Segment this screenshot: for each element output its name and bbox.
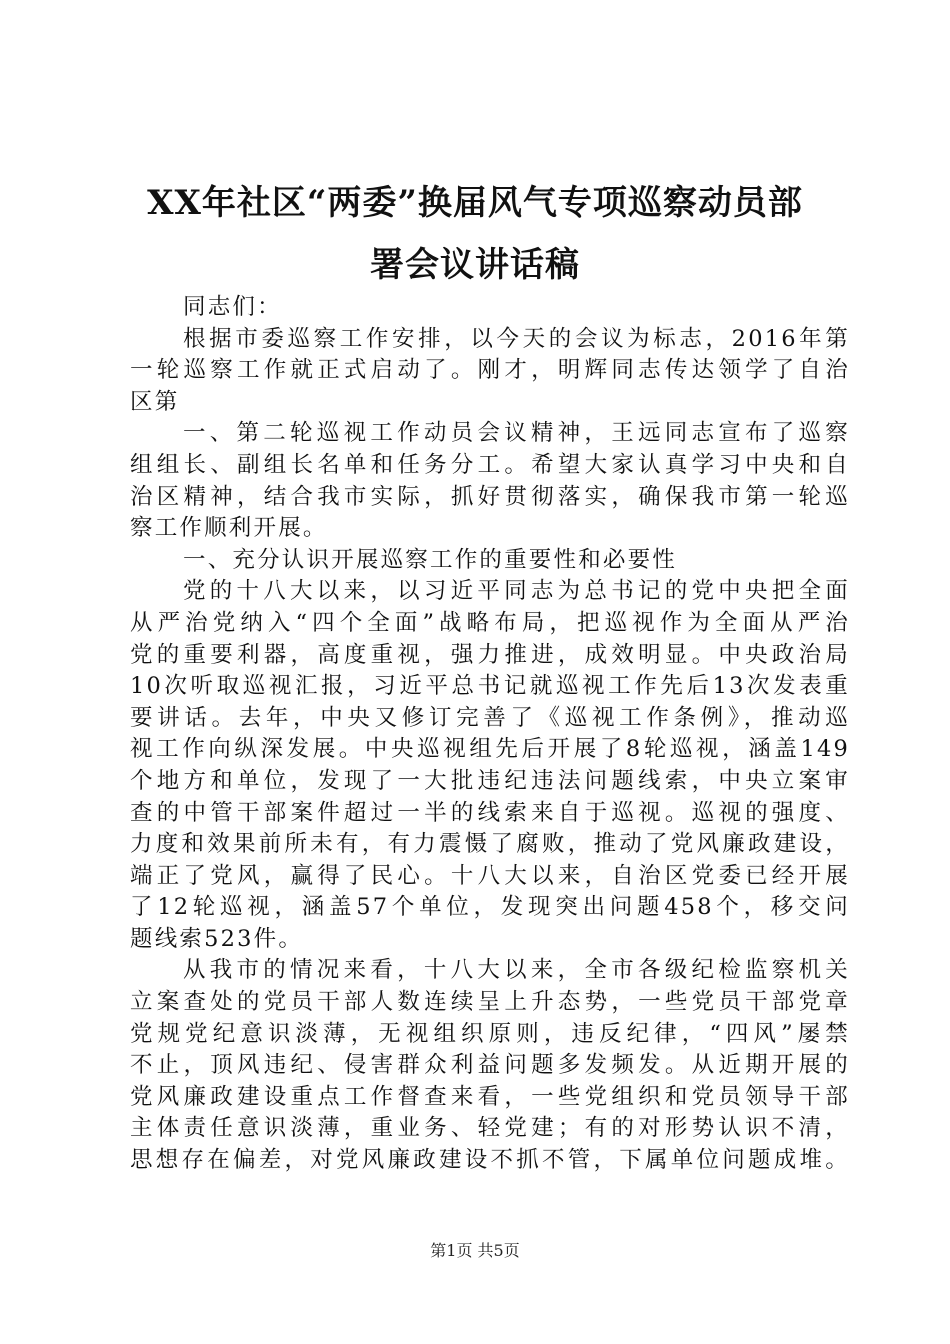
body-line: 区第 xyxy=(130,388,180,415)
body-line: 治区精神，结合我市实际，抓好贯彻落实，确保我市第一轮巡 xyxy=(130,483,850,510)
body-line: 党的十八大以来，以习近平同志为总书记的党中央把全面 xyxy=(183,578,850,605)
body-line: 个地方和单位，发现了一大批违纪违法问题线索，中央立案审 xyxy=(130,767,850,794)
page-footer: 第1页 共5页 xyxy=(430,1241,520,1260)
body-line: 组组长、副组长名单和任务分工。希望大家认真学习中央和自 xyxy=(130,451,850,478)
document-body xyxy=(130,292,850,1177)
body-line: 10次听取巡视汇报，习近平总书记就巡视工作先后13次发表重 xyxy=(130,673,850,700)
salutation-line: 同志们： xyxy=(183,294,282,320)
body-line: 党的重要利器，高度重视，强力推进，成效明显。中央政治局 xyxy=(130,641,850,668)
document-title-line-1: XX年社区“两委”换届风气专项巡察动员部 xyxy=(147,183,803,223)
body-line: 端正了党风，赢得了民心。十八大以来，自治区党委已经开展 xyxy=(130,862,850,889)
body-line: 党规党纪意识淡薄，无视组织原则，违反纪律，“四风”屡禁 xyxy=(130,1020,850,1047)
body-line: 要讲话。去年，中央又修订完善了《巡视工作条例》，推动巡 xyxy=(130,704,850,731)
body-line: 从严治党纳入“四个全面”战略布局，把巡视作为全面从严治 xyxy=(130,609,850,636)
section-heading: 一、充分认识开展巡察工作的重要性和必要性 xyxy=(183,546,678,573)
body-line: 从我市的情况来看，十八大以来，全市各级纪检监察机关 xyxy=(183,957,850,984)
body-line: 一轮巡察工作就正式启动了。刚才，明辉同志传达领学了自治 xyxy=(130,357,850,384)
body-line: 立案查处的党员干部人数连续呈上升态势，一些党员干部党章 xyxy=(130,989,850,1016)
body-line: 党风廉政建设重点工作督查来看，一些党组织和党员领导干部 xyxy=(130,1083,850,1110)
body-line: 主体责任意识淡薄，重业务、轻党建；有的对形势认识不清， xyxy=(130,1115,850,1142)
body-line: 根据市委巡察工作安排，以今天的会议为标志，2016年第 xyxy=(183,325,850,352)
body-line: 题线索523件。 xyxy=(130,925,304,952)
body-line: 察工作顺利开展。 xyxy=(130,515,328,542)
body-line: 一、第二轮巡视工作动员会议精神，王远同志宣布了巡察 xyxy=(183,420,850,447)
body-line: 思想存在偏差，对党风廉政建设不抓不管，下属单位问题成堆。 xyxy=(130,1147,850,1174)
document-title-line-2: 署会议讲话稿 xyxy=(370,245,580,285)
body-line: 查的中管干部案件超过一半的线索来自于巡视。巡视的强度、 xyxy=(130,799,850,826)
body-line: 力度和效果前所未有，有力震慑了腐败，推动了党风廉政建设， xyxy=(130,831,850,858)
body-line: 不止，顶风违纪、侵害群众利益问题多发频发。从近期开展的 xyxy=(130,1052,850,1079)
body-line: 视工作向纵深发展。中央巡视组先后开展了8轮巡视，涵盖149 xyxy=(130,736,850,763)
body-line: 了12轮巡视，涵盖57个单位，发现突出问题458个，移交问 xyxy=(130,894,850,921)
